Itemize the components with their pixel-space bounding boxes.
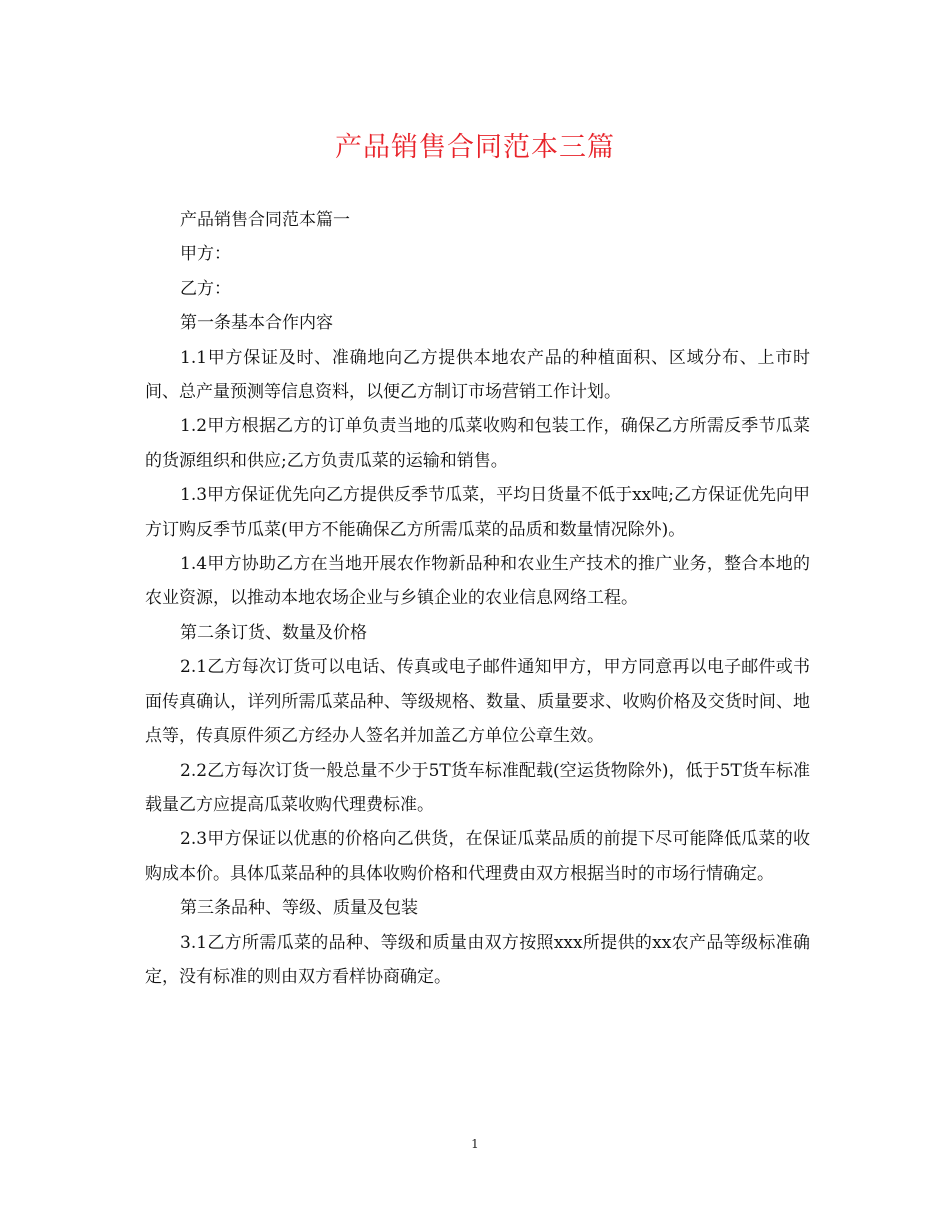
document-body bbox=[145, 203, 810, 994]
clause-paragraph: 1.3甲方保证优先向乙方提供反季节瓜菜，平均日货量不低于xx吨;乙方保证优先向甲方订购反季节瓜菜(甲方不能确保乙方所需瓜菜的品质和数量情况除外)。 bbox=[145, 485, 810, 540]
clause-paragraph: 2.1乙方每次订货可以电话、传真或电子邮件通知甲方，甲方同意再以电子邮件或书面传真确认，详列所需瓜菜品种、等级规格、数量、质量要求、收购价格及交货时间、地点等，传真原件须乙方经办人签名并加盖乙方单位公章生效。 bbox=[145, 657, 810, 747]
article-heading: 第二条订货、数量及价格 bbox=[180, 622, 367, 643]
article-heading: 第三条品种、等级、质量及包装 bbox=[180, 898, 418, 919]
clause-paragraph: 3.1乙方所需瓜菜的品种、等级和质量由双方按照xxx所提供的xx农产品等级标准确定，没有标准的则由双方看样协商确定。 bbox=[145, 932, 810, 987]
page-number: 1 bbox=[471, 1137, 479, 1151]
clause-paragraph: 2.3甲方保证以优惠的价格向乙供货，在保证瓜菜品质的前提下尽可能降低瓜菜的收购成本价。具体瓜菜品种的具体收购价格和代理费由双方根据当时的市场行情确定。 bbox=[145, 829, 810, 884]
party-a-label: 甲方： bbox=[180, 244, 231, 265]
clause-paragraph: 2.2乙方每次订货一般总量不少于5T货车标准配载(空运货物除外)，低于5T货车标准载量乙方应提高瓜菜收购代理费标准。 bbox=[145, 760, 810, 815]
section-heading: 产品销售合同范本篇一 bbox=[180, 210, 350, 230]
clause-paragraph: 1.2甲方根据乙方的订单负责当地的瓜菜收购和包装工作，确保乙方所需反季节瓜菜的货源组织和供应;乙方负责瓜菜的运输和销售。 bbox=[145, 416, 810, 471]
clause-paragraph: 1.1甲方保证及时、准确地向乙方提供本地农产品的种植面积、区域分布、上市时间、总产量预测等信息资料，以便乙方制订市场营销工作计划。 bbox=[145, 347, 810, 403]
clause-paragraph: 1.4甲方协助乙方在当地开展农作物新品种和农业生产技术的推广业务，整合本地的农业资源，以推动本地农场企业与乡镇企业的农业信息网络工程。 bbox=[145, 554, 810, 609]
article-heading: 第一条基本合作内容 bbox=[180, 313, 333, 334]
document-title: 产品销售合同范本三篇 bbox=[335, 132, 615, 163]
party-b-label: 乙方： bbox=[180, 278, 231, 299]
